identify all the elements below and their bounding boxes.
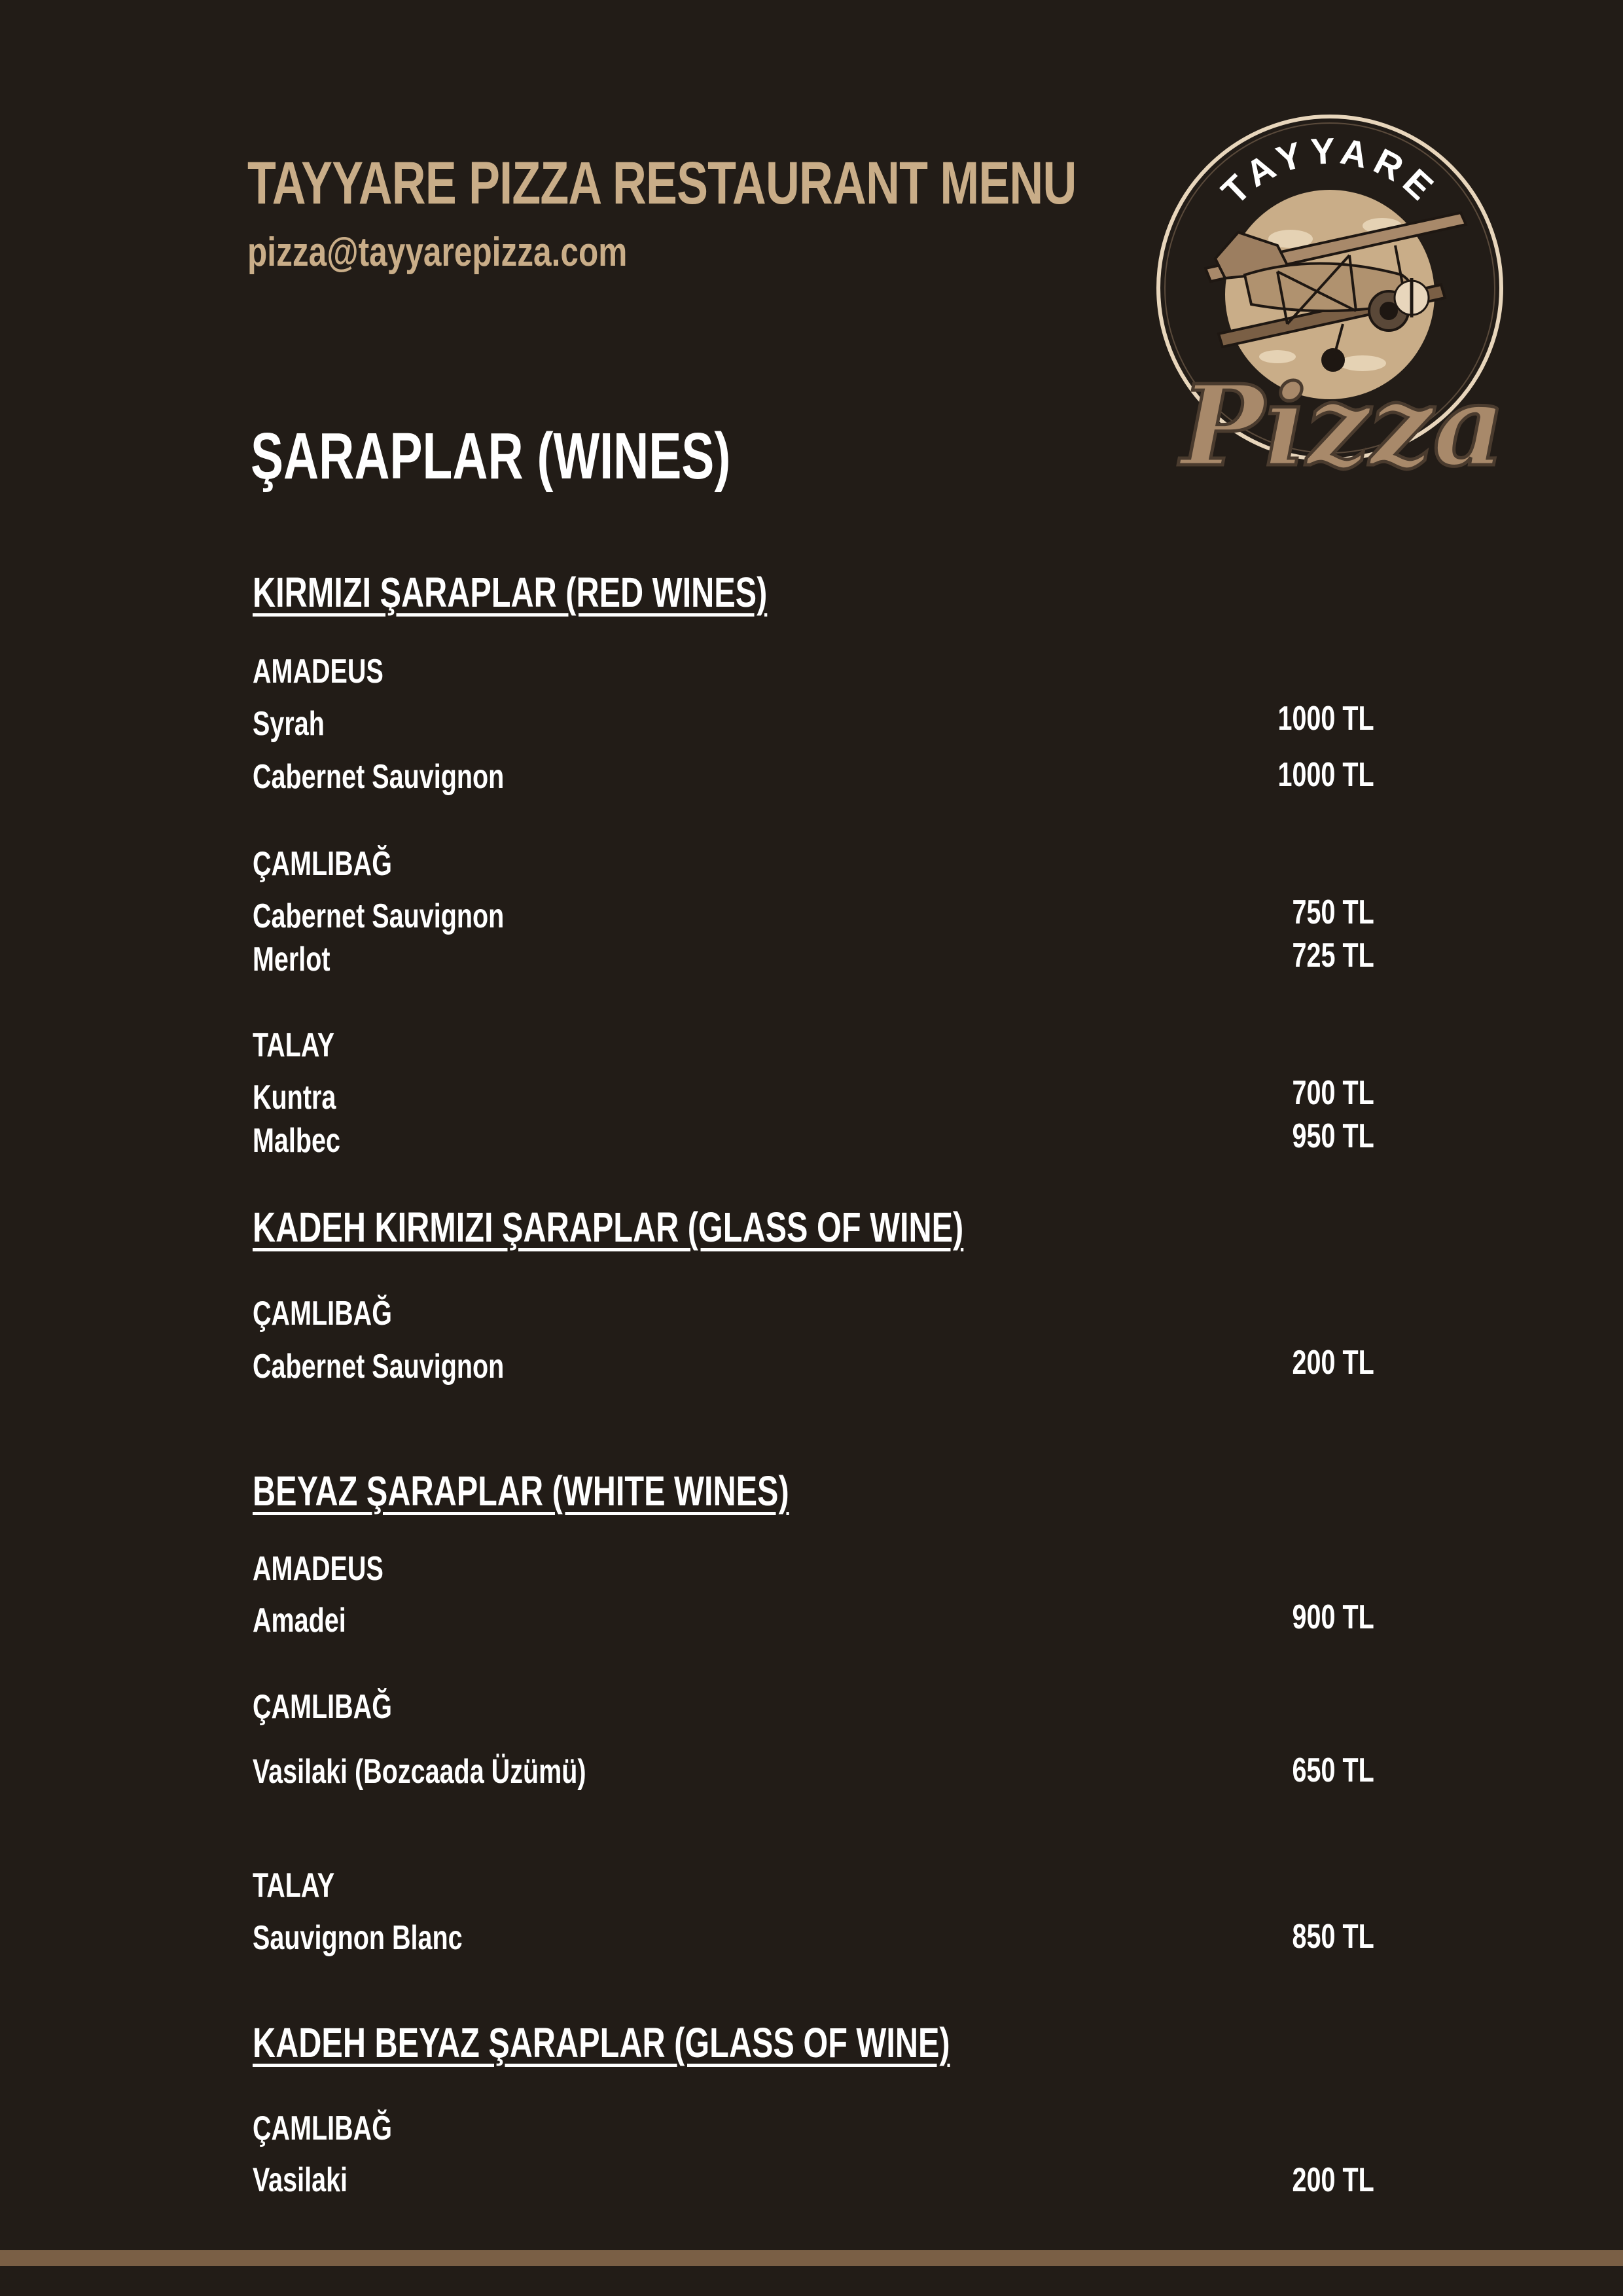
section-heading-white-glass: KADEH BEYAZ ŞARAPLAR (GLASS OF WINE) <box>253 2019 950 2066</box>
item-price: 1000 TL <box>1277 700 1374 738</box>
item-name: Cabernet Sauvignon <box>253 897 505 935</box>
brand-camlibag: ÇAMLIBAĞ <box>253 1295 392 1333</box>
brand-camlibag: ÇAMLIBAĞ <box>253 1688 392 1726</box>
logo-top-text: TAYYARE <box>1213 130 1446 213</box>
item-price: 850 TL <box>1292 1918 1374 1956</box>
brand-amadeus: AMADEUS <box>253 653 383 691</box>
brand-camlibag: ÇAMLIBAĞ <box>253 2109 392 2147</box>
item-name: Vasilaki (Bozcaada Üzümü) <box>253 1753 586 1791</box>
item-name: Malbec <box>253 1122 340 1160</box>
item-price: 900 TL <box>1292 1598 1374 1636</box>
menu-title: TAYYARE PIZZA RESTAURANT MENU <box>247 150 1077 217</box>
brand-amadeus: AMADEUS <box>253 1550 383 1588</box>
tayyare-pizza-logo <box>1153 108 1507 494</box>
section-heading-red-glass: KADEH KIRMIZI ŞARAPLAR (GLASS OF WINE) <box>253 1204 964 1251</box>
brand-camlibag: ÇAMLIBAĞ <box>253 845 392 883</box>
item-name: Amadei <box>253 1602 346 1640</box>
item-price: 200 TL <box>1292 2161 1374 2199</box>
section-heading-red-wines: KIRMIZI ŞARAPLAR (RED WINES) <box>253 569 768 616</box>
section-heading-white-wines: BEYAZ ŞARAPLAR (WHITE WINES) <box>253 1467 789 1515</box>
contact-email[interactable]: pizza@tayyarepizza.com <box>247 230 628 275</box>
item-price: 725 TL <box>1292 937 1374 975</box>
item-name: Vasilaki <box>253 2161 348 2199</box>
brand-talay: TALAY <box>253 1026 335 1064</box>
item-name: Merlot <box>253 941 330 978</box>
item-price: 650 TL <box>1292 1751 1374 1789</box>
item-price: 200 TL <box>1292 1344 1374 1382</box>
item-name: Sauvignon Blanc <box>253 1919 463 1957</box>
page-heading: ŞARAPLAR (WINES) <box>251 420 731 493</box>
item-price: 750 TL <box>1292 893 1374 931</box>
item-name: Kuntra <box>253 1079 336 1117</box>
item-name: Syrah <box>253 705 325 743</box>
item-price: 700 TL <box>1292 1074 1374 1112</box>
brand-talay: TALAY <box>253 1867 335 1905</box>
item-name: Cabernet Sauvignon <box>253 1348 505 1386</box>
item-price: 1000 TL <box>1277 756 1374 794</box>
item-price: 950 TL <box>1292 1117 1374 1155</box>
logo-script-text: Pizza <box>1181 361 1505 492</box>
bottom-divider-bar <box>0 2250 1623 2266</box>
item-name: Cabernet Sauvignon <box>253 758 505 796</box>
